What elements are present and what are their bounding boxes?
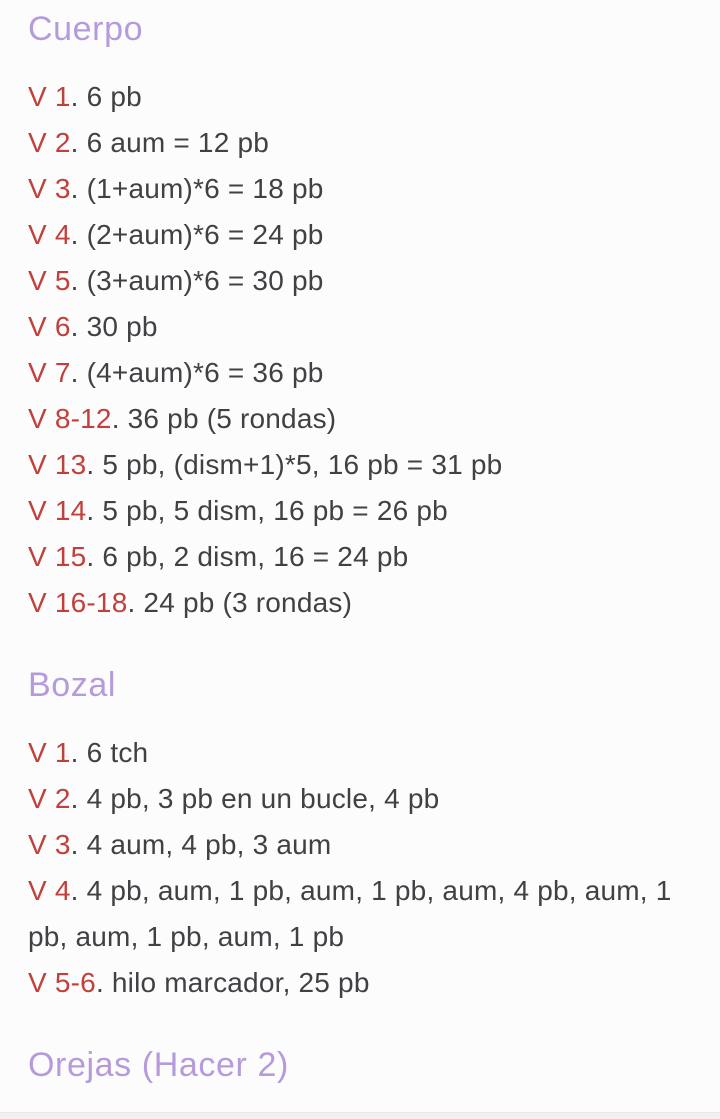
row-number: V 1 — [28, 737, 71, 768]
row-number: V 7 — [28, 357, 71, 388]
row-instruction: . 36 pb (5 rondas) — [111, 403, 337, 434]
pattern-row — [28, 730, 694, 776]
row-number: V 8-12 — [28, 403, 112, 434]
pattern-row — [28, 212, 694, 258]
pattern-row — [28, 396, 694, 442]
row-number: V 13 — [28, 449, 87, 480]
row-number: V 5 — [28, 265, 71, 296]
row-instruction: . (2+aum)*6 = 24 pb — [70, 219, 324, 250]
row-number: V 15 — [28, 541, 87, 572]
pattern-row — [28, 776, 694, 822]
pattern-row — [28, 868, 694, 960]
pattern-row — [28, 166, 694, 212]
pattern-row — [28, 350, 694, 396]
row-instruction: . 6 aum = 12 pb — [70, 127, 269, 158]
row-number: V 14 — [28, 495, 87, 526]
pattern-row — [28, 258, 694, 304]
row-number: V 1 — [28, 81, 71, 112]
row-number: V 2 — [28, 127, 71, 158]
row-instruction: . 4 aum, 4 pb, 3 aum — [70, 829, 332, 860]
pattern-row — [28, 488, 694, 534]
row-instruction: . 4 pb, 3 pb en un bucle, 4 pb — [70, 783, 440, 814]
pattern-row — [28, 304, 694, 350]
row-instruction: . 30 pb — [70, 311, 158, 342]
row-instruction: . (1+aum)*6 = 18 pb — [70, 173, 324, 204]
pattern-row — [28, 534, 694, 580]
row-number: V 2 — [28, 783, 71, 814]
row-instruction: . 5 pb, (dism+1)*5, 16 pb = 31 pb — [86, 449, 503, 480]
row-instruction: . hilo marcador, 25 pb — [95, 967, 370, 998]
row-instruction: . 4 pb, aum, 1 pb, aum, 1 pb, aum, 4 pb, aum, 1 pb, aum, 1 pb, aum, 1 pb — [28, 875, 672, 952]
pattern-row — [28, 580, 694, 626]
row-number: V 3 — [28, 829, 71, 860]
row-number: V 6 — [28, 311, 71, 342]
pattern-row — [28, 960, 694, 1006]
pattern-row — [28, 120, 694, 166]
page-bottom-divider — [0, 1112, 720, 1119]
row-number: V 3 — [28, 173, 71, 204]
row-instruction: . (4+aum)*6 = 36 pb — [70, 357, 324, 388]
row-instruction: . (3+aum)*6 = 30 pb — [70, 265, 324, 296]
section-heading: Cuerpo — [28, 10, 144, 48]
row-number: V 5-6 — [28, 967, 96, 998]
pattern-row — [28, 442, 694, 488]
row-instruction: . 5 pb, 5 dism, 16 pb = 26 pb — [86, 495, 448, 526]
row-number: V 16-18 — [28, 587, 128, 618]
row-instruction: . 6 tch — [70, 737, 149, 768]
row-instruction: . 6 pb — [70, 81, 142, 112]
row-number: V 4 — [28, 875, 71, 906]
row-instruction: . 6 pb, 2 dism, 16 = 24 pb — [86, 541, 409, 572]
section-heading: Orejas (Hacer 2) — [28, 1046, 289, 1084]
pattern-row — [28, 74, 694, 120]
row-instruction: . 24 pb (3 rondas) — [127, 587, 353, 618]
pattern-row — [28, 822, 694, 868]
section-heading: Bozal — [28, 666, 117, 704]
row-number: V 4 — [28, 219, 71, 250]
